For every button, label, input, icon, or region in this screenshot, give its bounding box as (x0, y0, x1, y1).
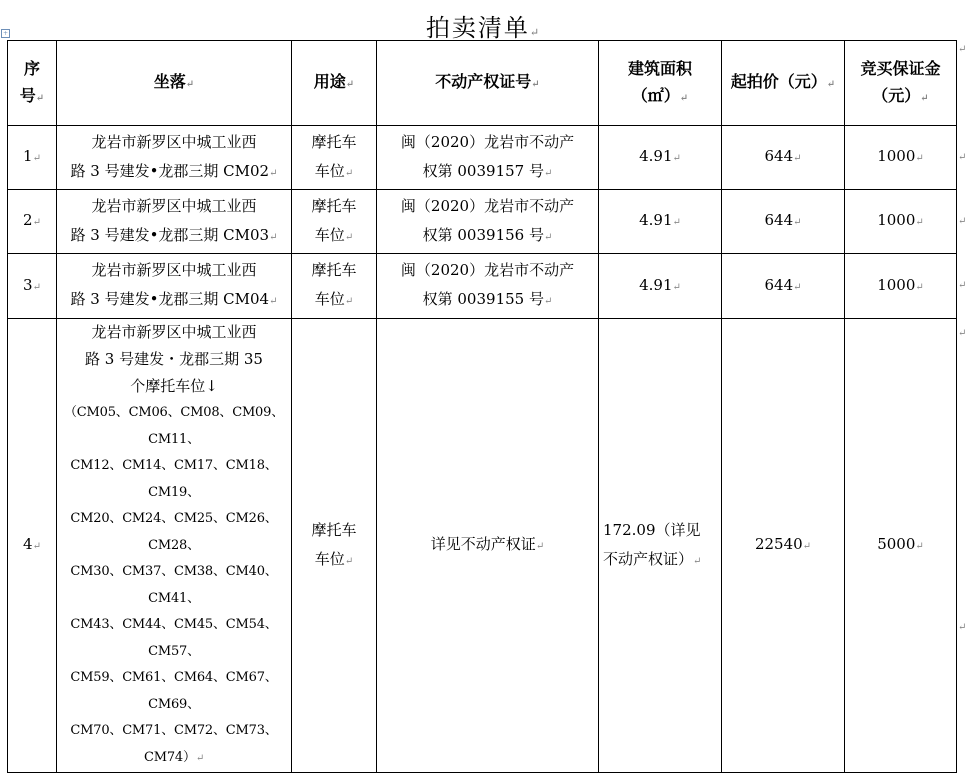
cell-deposit: 1000↵ (845, 190, 957, 254)
title-text: 拍卖清单 (425, 14, 530, 42)
document-title (0, 8, 965, 43)
cell-area: 4.91↵ (599, 254, 722, 319)
row-end-mark: ↵ (958, 152, 966, 163)
header-seq: 序 号↵ (8, 41, 57, 126)
cell-cert: 详见不动产权证↵ (377, 319, 599, 773)
cell-area: 4.91↵ (599, 126, 722, 190)
header-start-price: 起拍价（元）↵ (722, 41, 845, 126)
header-seq-line1: 序 (23, 58, 40, 78)
header-location: 坐落↵ (57, 41, 292, 126)
cell-cert: 闽（2020）龙岩市不动产 权第 0039155 号↵ (377, 254, 599, 319)
header-deposit-line2: （元） (872, 85, 921, 105)
row-end-mark: ↵ (958, 622, 966, 633)
row-end-mark: ↵ (958, 328, 966, 339)
cell-deposit: 1000↵ (845, 254, 957, 319)
parking-codes-list: （CM05、CM06、CM08、CM09、CM11、 CM12、CM14、CM17、CM18、CM19、 CM20、CM24、CM25、CM26、CM28、 CM30、CM37、CM38、CM40、CM41、 CM43、CM44、CM45、CM54、CM57、 CM59、CM61、CM64、CM67、CM69、 CM70、CM71、CM72、CM73、CM74）↵ (64, 405, 284, 765)
row-end-mark: ↵ (958, 216, 966, 227)
cell-cert: 闽（2020）龙岩市不动产 权第 0039157 号↵ (377, 126, 599, 190)
cell-start-price: 644↵ (722, 254, 845, 319)
table-row (8, 190, 957, 254)
cell-usage: 摩托车 车位↵ (292, 190, 377, 254)
cell-usage: 摩托车 车位↵ (292, 126, 377, 190)
cell-area: 172.09（详见 不动产权证）↵ (599, 319, 722, 773)
header-usage: 用途↵ (292, 41, 377, 126)
cell-cert: 闽（2020）龙岩市不动产 权第 0039156 号↵ (377, 190, 599, 254)
header-deposit-line1: 竞买保证金 (860, 58, 941, 78)
table-move-handle-icon[interactable]: + (2, 30, 9, 37)
cell-deposit: 5000↵ (845, 319, 957, 773)
table-row (8, 319, 957, 773)
cell-area: 4.91↵ (599, 190, 722, 254)
table-header-row (8, 41, 957, 126)
header-deposit: 竞买保证金 （元）↵ (845, 41, 957, 126)
cell-usage: 摩托车 车位↵ (292, 319, 377, 773)
cell-seq: 2↵ (8, 190, 57, 254)
row-end-mark: ↵ (958, 280, 966, 291)
cell-usage: 摩托车 车位↵ (292, 254, 377, 319)
header-seq-line2: 号 (19, 85, 36, 105)
row-end-mark: ↵ (958, 44, 966, 55)
cell-location: 龙岩市新罗区中城工业西 路 3 号建发•龙郡三期 CM04↵ (57, 254, 292, 319)
header-area-line2: （㎡） (631, 85, 680, 105)
table-row (8, 254, 957, 319)
cell-start-price: 644↵ (722, 126, 845, 190)
header-cert: 不动产权证号↵ (377, 41, 599, 126)
table-row (8, 126, 957, 190)
cell-location: 龙岩市新罗区中城工业西 路 3 号建发•龙郡三期 CM02↵ (57, 126, 292, 190)
cell-seq: 4↵ (8, 319, 57, 773)
auction-list-table (7, 40, 957, 773)
cell-location: 龙岩市新罗区中城工业西 路 3 号建发•龙郡三期 CM03↵ (57, 190, 292, 254)
cell-location: 龙岩市新罗区中城工业西 路 3 号建发・龙郡三期 35 个摩托车位↓ （CM05、CM06、CM08、CM09、CM11、 CM12、CM14、CM17、CM18、CM19、 CM20、CM24、CM25、CM26、CM28、 CM30、CM37、CM38、CM40、CM41、 CM43、CM44、CM45、CM54、CM57、 CM59、CM61、CM64、CM67、CM69、 CM70、CM71、CM72、CM73、CM74）↵ (57, 319, 292, 773)
cell-seq: 3↵ (8, 254, 57, 319)
header-area-line1: 建筑面积 (627, 58, 692, 78)
cell-start-price: 22540↵ (722, 319, 845, 773)
cell-deposit: 1000↵ (845, 126, 957, 190)
paragraph-mark: ↵ (529, 26, 540, 39)
cell-seq: 1↵ (8, 126, 57, 190)
header-area: 建筑面积 （㎡）↵ (599, 41, 722, 126)
cell-start-price: 644↵ (722, 190, 845, 254)
